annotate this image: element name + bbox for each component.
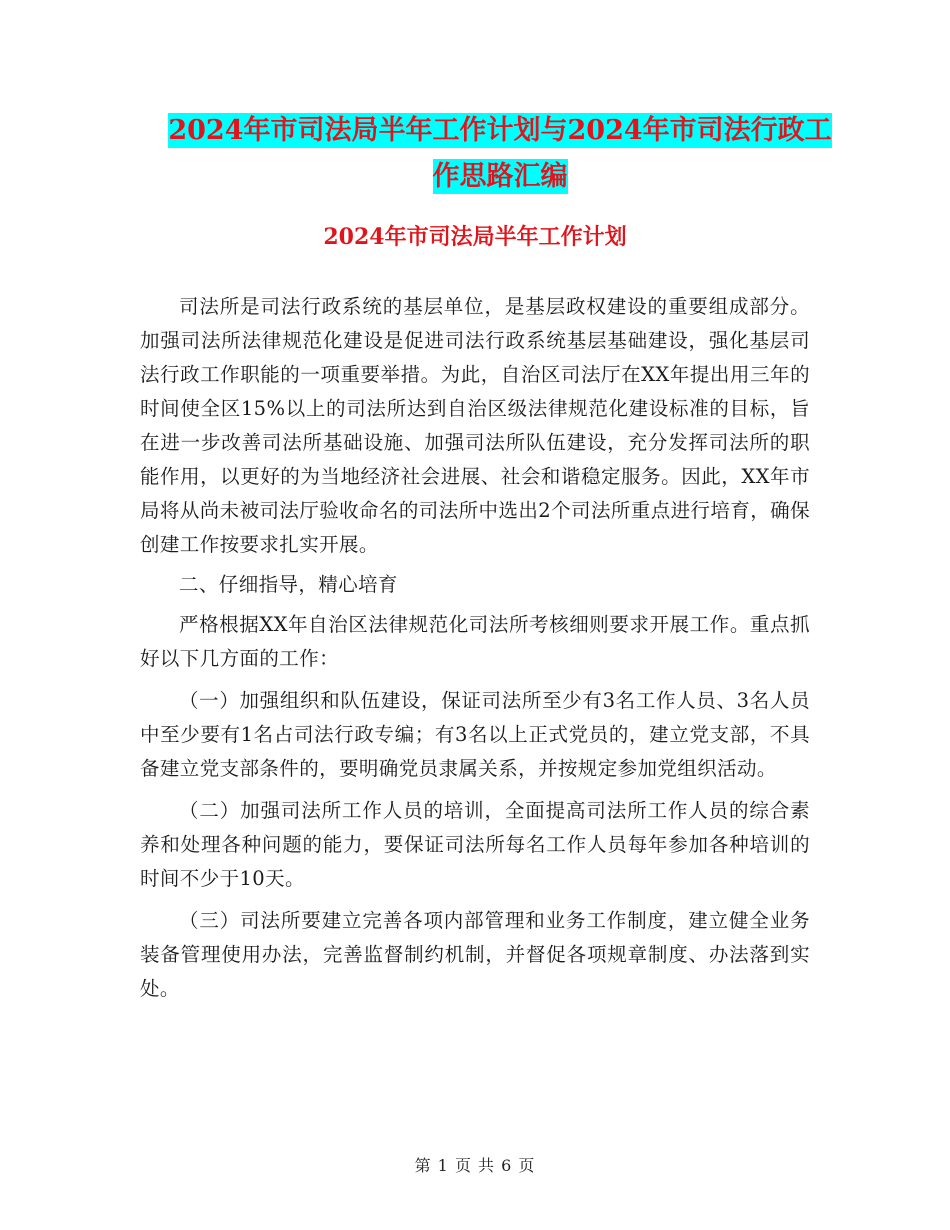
paragraph-heading-2: 二、仔细指导，精心培育 xyxy=(179,573,398,596)
paragraph-item-3: （三）司法所要建立完善各项内部管理和业务工作制度，建立健全业务装备管理使用办法，完善监督制约机制，并督促各项规章制度、办法落到实处。 xyxy=(140,909,810,1000)
document-title-line-1: 2024年市司法局半年工作计划与2024年市司法行政工 xyxy=(168,115,832,146)
document-title-line-2: 作思路汇编 xyxy=(432,161,568,192)
page-footer: 第 1 页 共 6 页 xyxy=(414,1156,536,1175)
section-title: 2024年市司法局半年工作计划 xyxy=(323,224,627,250)
paragraph-item-1: （一）加强组织和队伍建设，保证司法所至少有3名工作人员、3名人员中至少要有1名占司法行政专编；有3名以上正式党员的，建立党支部，不具备建立党支部条件的，要明确党员隶属关系，并按规定参加党组织活动。 xyxy=(140,689,810,780)
paragraph-requirements: 严格根据XX年自治区法律规范化司法所考核细则要求开展工作。重点抓好以下几方面的工作： xyxy=(140,613,810,670)
document-body xyxy=(140,290,810,1006)
paragraph-item-2: （二）加强司法所工作人员的培训，全面提高司法所工作人员的综合素养和处理各种问题的能力，要保证司法所每名工作人员每年参加各种培训的时间不少于10天。 xyxy=(140,799,810,890)
document-title xyxy=(150,108,850,200)
paragraph-intro: 司法所是司法行政系统的基层单位，是基层政权建设的重要组成部分。加强司法所法律规范化建设是促进司法行政系统基层基础建设，强化基层司法行政工作职能的一项重要举措。为此，自治区司法厅在XX年提出用三年的时间使全区15%以上的司法所达到自治区级法律规范化建设标准的目标，旨在进一步改善司法所基础设施、加强司法所队伍建设，充分发挥司法所的职能作用，以更好的为当地经济社会进展、社会和谐稳定服务。因此，XX年市局将从尚未被司法厅验收命名的司法所中选出2个司法所重点进行培育，确保创建工作按要求扎实开展。 xyxy=(140,295,810,556)
